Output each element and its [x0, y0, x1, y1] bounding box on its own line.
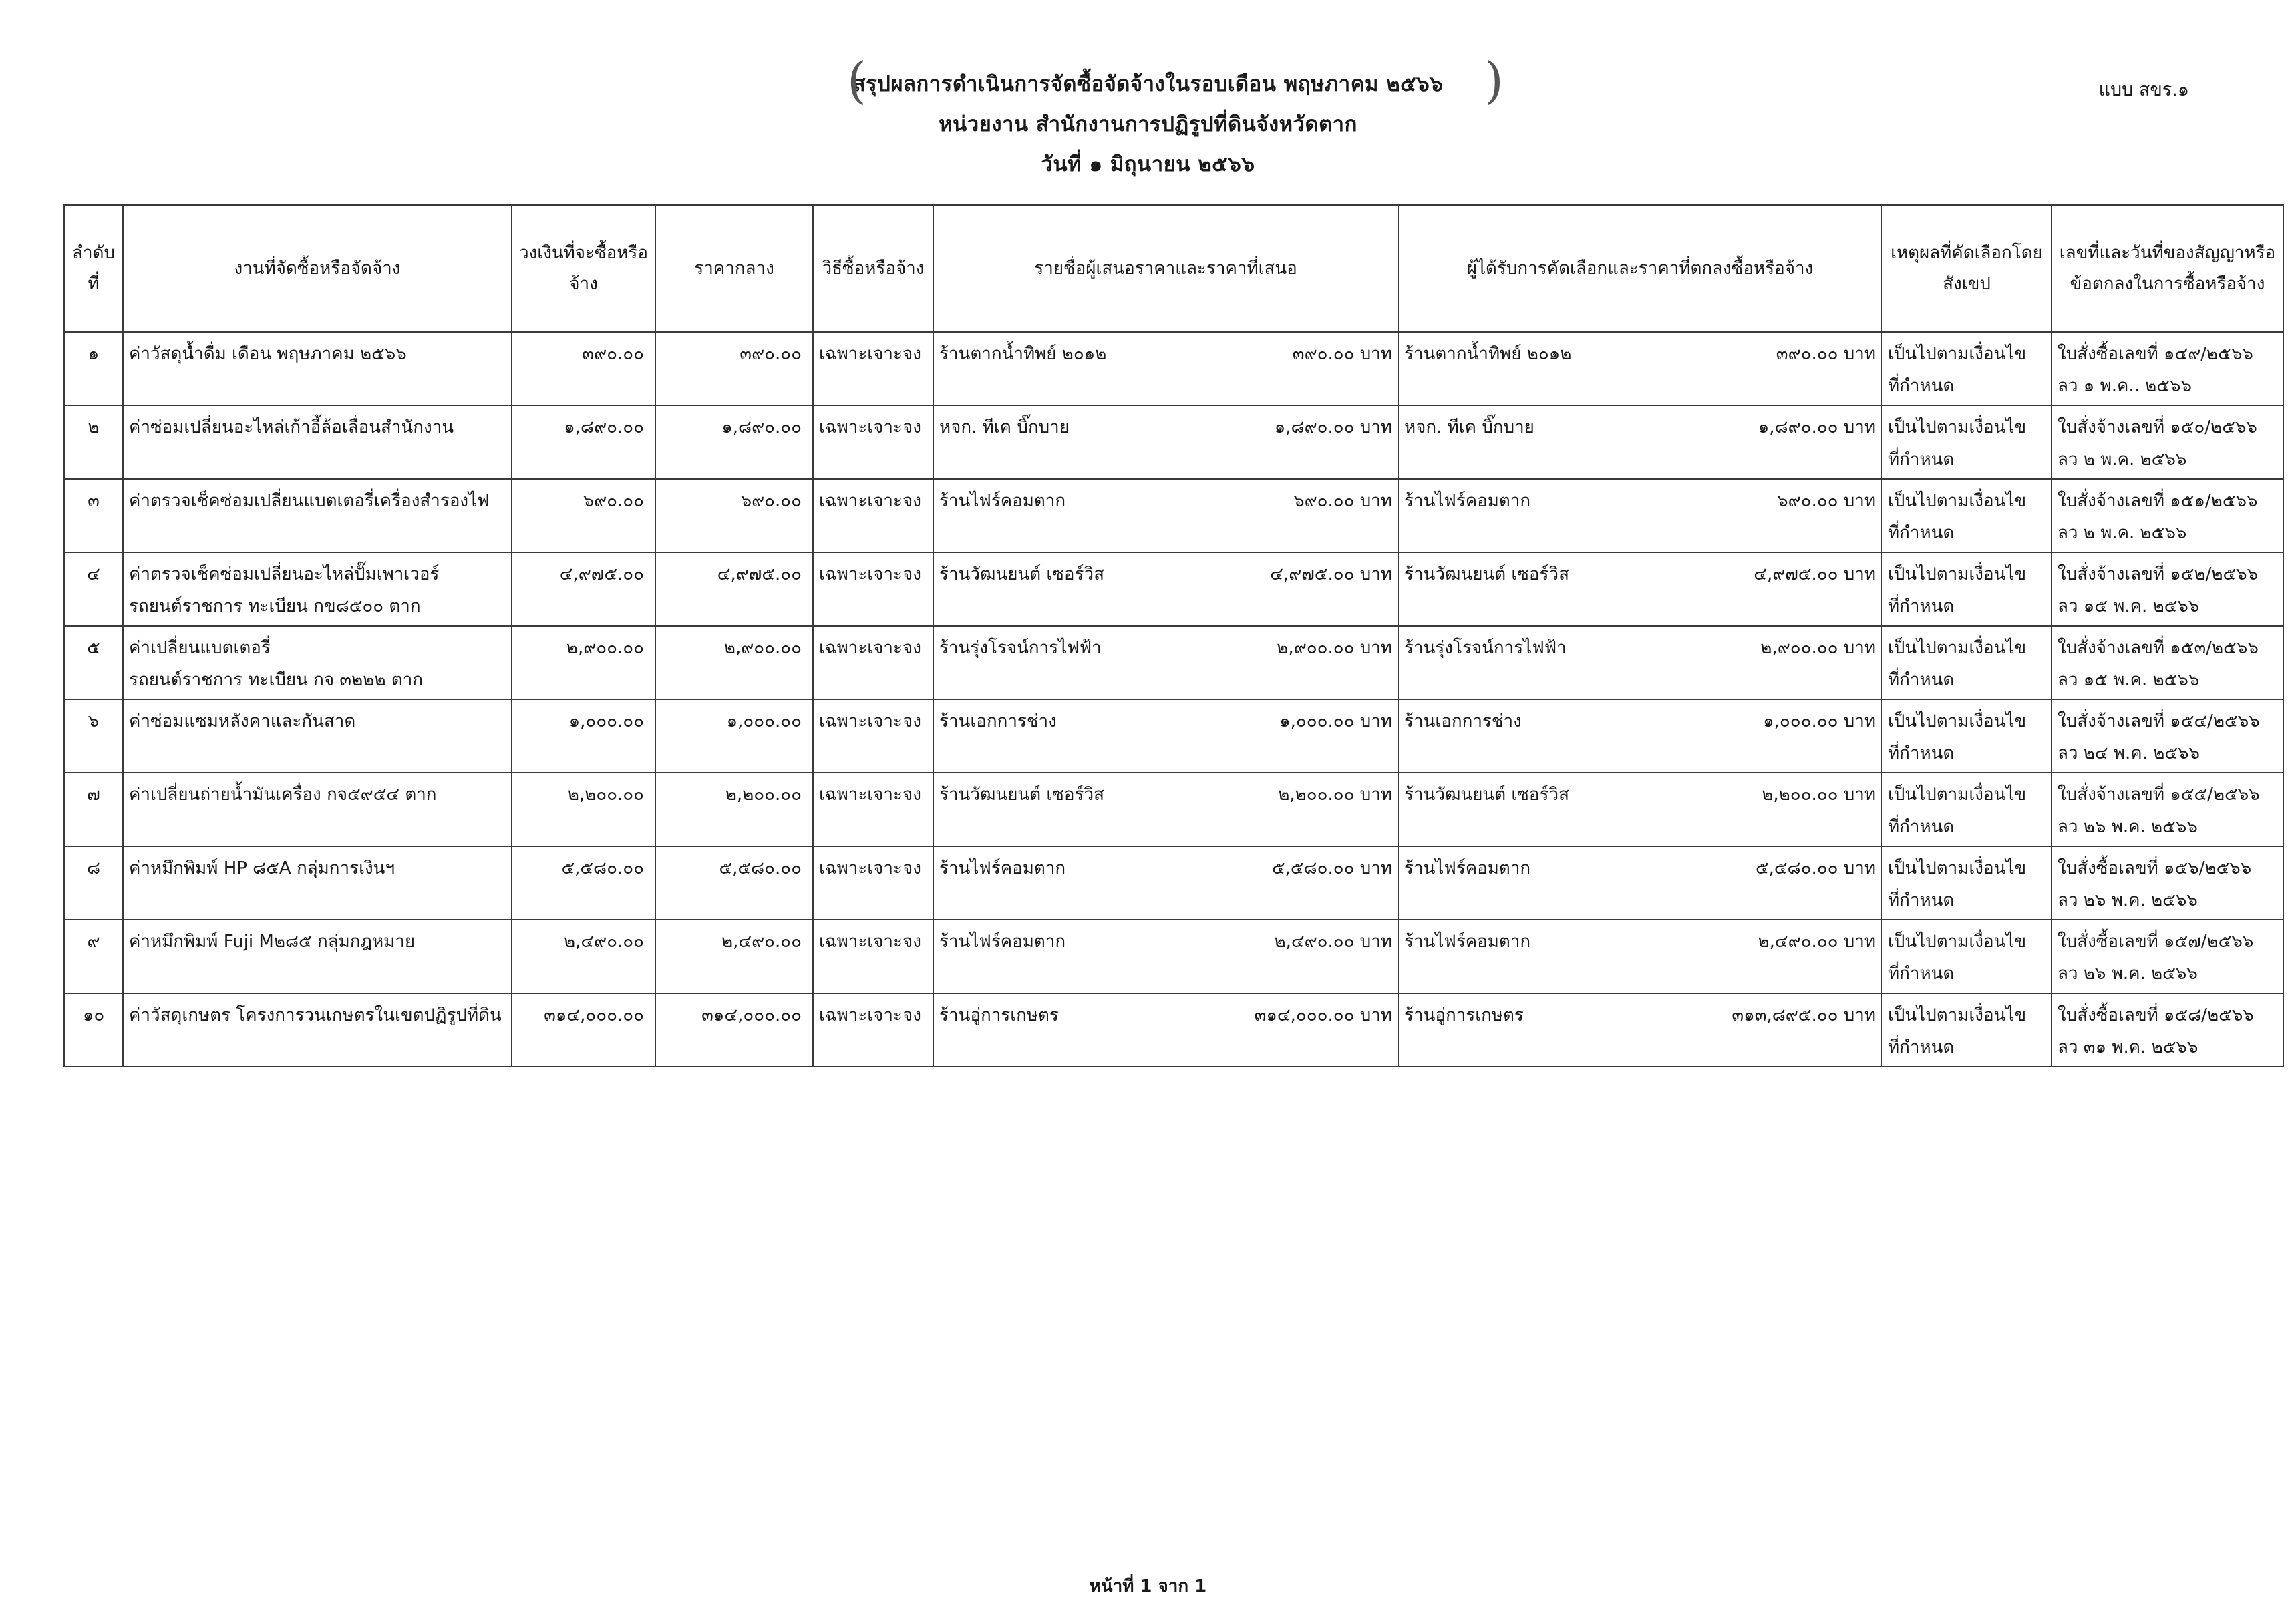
win-price: ๖๙๐.๐๐ บาท	[1777, 491, 1876, 511]
cell-winner	[1398, 552, 1882, 626]
contract-line-2: ลว ๒ พ.ค. ๒๕๖๖	[2058, 450, 2187, 470]
cell-budget: ๑,๘๙๐.๐๐	[512, 405, 655, 479]
col-header-bidders: รายชื่อผู้เสนอราคาและราคาที่เสนอ	[933, 205, 1398, 332]
cell-bidder	[933, 846, 1398, 920]
bid-price: ๔,๙๗๕.๐๐ บาท	[1270, 564, 1392, 584]
reason-line-1: เป็นไปตามเงื่อนไข	[1888, 785, 2027, 805]
cell-bidder	[933, 699, 1398, 773]
cell-no: ๘	[64, 846, 123, 920]
cell-budget: ๖๙๐.๐๐	[512, 479, 655, 552]
cell-contract	[2052, 920, 2283, 993]
bracket-mark-left: (	[847, 52, 866, 110]
table-row	[64, 405, 2283, 479]
cell-contract	[2052, 699, 2283, 773]
table-row	[64, 920, 2283, 993]
contract-line-1: ใบสั่งจ้างเลขที่ ๑๕๔/๒๕๖๖	[2058, 711, 2260, 731]
reason-line-1: เป็นไปตามเงื่อนไข	[1888, 858, 2027, 878]
cell-no: ๙	[64, 920, 123, 993]
cell-budget: ๒,๙๐๐.๐๐	[512, 626, 655, 699]
cell-budget: ๕,๕๘๐.๐๐	[512, 846, 655, 920]
cell-winner	[1398, 846, 1882, 920]
reason-line-1: เป็นไปตามเงื่อนไข	[1888, 564, 2027, 584]
cell-no: ๑๐	[64, 993, 123, 1067]
work-line-1: ค่าซ่อมแซมหลังคาและกันสาด	[129, 711, 356, 731]
cell-winner	[1398, 993, 1882, 1067]
cell-reason	[1882, 626, 2052, 699]
table-row	[64, 773, 2283, 846]
work-line-2: รถยนต์ราชการ ทะเบียน กข๘๕๐๐ ตาก	[129, 596, 421, 616]
contract-line-2: ลว ๒๖ พ.ค. ๒๕๖๖	[2058, 964, 2198, 984]
cell-reason	[1882, 773, 2052, 846]
contract-line-2: ลว ๒๖ พ.ค. ๒๕๖๖	[2058, 890, 2198, 910]
document-date: วันที่ ๑ มิถุนายน ๒๕๖๖	[1041, 152, 1255, 176]
cell-median-price: ๑,๘๙๐.๐๐	[655, 405, 813, 479]
cell-reason	[1882, 479, 2052, 552]
col-header-reason: เหตุผลที่คัดเลือกโดยสังเขป	[1882, 205, 2052, 332]
table-header-row	[64, 205, 2283, 332]
cell-method: เฉพาะเจาะจง	[813, 479, 933, 552]
col-header-median-price: ราคากลาง	[655, 205, 813, 332]
cell-reason	[1882, 846, 2052, 920]
win-price: ๒,๙๐๐.๐๐ บาท	[1760, 638, 1876, 658]
contract-line-1: ใบสั่งซื้อเลขที่ ๑๕๘/๒๕๖๖	[2058, 1005, 2254, 1025]
reason-line-1: เป็นไปตามเงื่อนไข	[1888, 491, 2027, 511]
work-line-1: ค่าซ่อมเปลี่ยนอะไหล่เก้าอี้ล้อเลื่อนสำนักงาน	[129, 417, 454, 437]
work-line-1: ค่าหมึกพิมพ์ HP ๘๕A กลุ่มการเงินฯ	[129, 858, 395, 878]
contract-line-2: ลว ๑๕ พ.ค. ๒๕๖๖	[2058, 670, 2200, 690]
cell-winner	[1398, 626, 1882, 699]
page-number: หน้าที่ 1 จาก 1	[1089, 1576, 1207, 1596]
winner-name: ร้านวัฒนยนต์ เซอร์วิส	[1404, 564, 1569, 584]
contract-line-2: ลว ๒๖ พ.ค. ๒๕๖๖	[2058, 817, 2198, 837]
cell-work	[123, 332, 512, 405]
agency-name: หน่วยงาน สำนักงานการปฏิรูปที่ดินจังหวัดตาก	[939, 112, 1357, 136]
winner-name: ร้านวัฒนยนต์ เซอร์วิส	[1404, 785, 1569, 805]
cell-reason	[1882, 699, 2052, 773]
cell-winner	[1398, 920, 1882, 993]
cell-median-price: ๕,๕๘๐.๐๐	[655, 846, 813, 920]
contract-line-1: ใบสั่งจ้างเลขที่ ๑๕๓/๒๕๖๖	[2058, 638, 2259, 658]
bidder-name: ร้านรุ่งโรจน์การไฟฟ้า	[939, 638, 1102, 658]
form-code: แบบ สขร.๑	[2098, 79, 2189, 100]
bid-price: ๓๙๐.๐๐ บาท	[1292, 344, 1392, 364]
reason-line-2: ที่กำหนด	[1888, 376, 1955, 396]
table-row	[64, 993, 2283, 1067]
bid-price: ๕,๕๘๐.๐๐ บาท	[1271, 858, 1392, 878]
cell-median-price: ๒,๒๐๐.๐๐	[655, 773, 813, 846]
reason-line-1: เป็นไปตามเงื่อนไข	[1888, 711, 2027, 731]
cell-median-price: ๓๙๐.๐๐	[655, 332, 813, 405]
col-header-contract: เลขที่และวันที่ของสัญญาหรือข้อตกลงในการซื้อหรือจ้าง	[2052, 205, 2283, 332]
bid-price: ๒,๒๐๐.๐๐ บาท	[1278, 785, 1392, 805]
cell-bidder	[933, 552, 1398, 626]
table-row	[64, 846, 2283, 920]
bid-price: ๖๙๐.๐๐ บาท	[1293, 491, 1392, 511]
bidder-name: หจก. ทีเค บิ๊กบาย	[939, 417, 1070, 437]
cell-winner	[1398, 479, 1882, 552]
cell-method: เฉพาะเจาะจง	[813, 920, 933, 993]
cell-budget: ๔,๙๗๕.๐๐	[512, 552, 655, 626]
contract-line-1: ใบสั่งจ้างเลขที่ ๑๕๒/๒๕๖๖	[2058, 564, 2259, 584]
cell-reason	[1882, 405, 2052, 479]
bid-price: ๒,๙๐๐.๐๐ บาท	[1277, 638, 1392, 658]
reason-line-1: เป็นไปตามเงื่อนไข	[1888, 932, 2027, 952]
cell-method: เฉพาะเจาะจง	[813, 405, 933, 479]
work-line-2: รถยนต์ราชการ ทะเบียน กจ ๓๒๒๒ ตาก	[129, 670, 424, 690]
contract-line-1: ใบสั่งซื้อเลขที่ ๑๕๖/๒๕๖๖	[2058, 858, 2252, 878]
work-line-1: ค่าตรวจเช็คซ่อมเปลี่ยนอะไหล่ปั๊มเพาเวอร์	[129, 564, 440, 584]
cell-contract	[2052, 846, 2283, 920]
cell-winner	[1398, 332, 1882, 405]
cell-contract	[2052, 626, 2283, 699]
cell-budget: ๓๙๐.๐๐	[512, 332, 655, 405]
cell-median-price: ๑,๐๐๐.๐๐	[655, 699, 813, 773]
bid-price: ๓๑๔,๐๐๐.๐๐ บาท	[1254, 1005, 1392, 1025]
cell-bidder	[933, 920, 1398, 993]
cell-work	[123, 699, 512, 773]
bid-price: ๒,๔๙๐.๐๐ บาท	[1274, 932, 1392, 952]
win-price: ๒,๔๙๐.๐๐ บาท	[1758, 932, 1876, 952]
winner-name: ร้านเอกการช่าง	[1404, 711, 1522, 731]
work-line-1: ค่าวัสดุเกษตร โครงการวนเกษตรในเขตปฏิรูปที่ดิน	[129, 1005, 502, 1025]
bidder-name: ร้านไฟร์คอมตาก	[939, 491, 1066, 511]
cell-contract	[2052, 479, 2283, 552]
contract-line-2: ลว ๒๔ พ.ค. ๒๕๖๖	[2058, 743, 2200, 763]
reason-line-2: ที่กำหนด	[1888, 523, 1955, 543]
reason-line-2: ที่กำหนด	[1888, 964, 1955, 984]
reason-line-2: ที่กำหนด	[1888, 596, 1955, 616]
bid-price: ๑,๘๙๐.๐๐ บาท	[1274, 417, 1392, 437]
cell-budget: ๓๑๔,๐๐๐.๐๐	[512, 993, 655, 1067]
cell-no: ๔	[64, 552, 123, 626]
cell-winner	[1398, 699, 1882, 773]
reason-line-1: เป็นไปตามเงื่อนไข	[1888, 417, 2027, 437]
winner-name: ร้านไฟร์คอมตาก	[1404, 858, 1531, 878]
cell-reason	[1882, 993, 2052, 1067]
contract-line-2: ลว ๑ พ.ค.. ๒๕๖๖	[2058, 376, 2192, 396]
cell-method: เฉพาะเจาะจง	[813, 993, 933, 1067]
cell-method: เฉพาะเจาะจง	[813, 552, 933, 626]
procurement-table	[63, 204, 2284, 1067]
col-header-budget: วงเงินที่จะซื้อหรือจ้าง	[512, 205, 655, 332]
cell-median-price: ๒,๔๙๐.๐๐	[655, 920, 813, 993]
win-price: ๒,๒๐๐.๐๐ บาท	[1762, 785, 1876, 805]
cell-method: เฉพาะเจาะจง	[813, 626, 933, 699]
reason-line-2: ที่กำหนด	[1888, 450, 1955, 470]
bidder-name: ร้านตากน้ำทิพย์ ๒๐๑๒	[939, 344, 1107, 364]
bidder-name: ร้านไฟร์คอมตาก	[939, 858, 1066, 878]
work-line-1: ค่าหมึกพิมพ์ Fuji M๒๘๕ กลุ่มกฎหมาย	[129, 932, 416, 952]
contract-line-2: ลว ๒ พ.ค. ๒๕๖๖	[2058, 523, 2187, 543]
cell-method: เฉพาะเจาะจง	[813, 846, 933, 920]
work-line-1: ค่าเปลี่ยนแบตเตอรี่	[129, 638, 271, 658]
cell-contract	[2052, 552, 2283, 626]
cell-bidder	[933, 479, 1398, 552]
win-price: ๓๙๐.๐๐ บาท	[1776, 344, 1876, 364]
bidder-name: ร้านอู่การเกษตร	[939, 1005, 1059, 1025]
table-row	[64, 332, 2283, 405]
bidder-name: ร้านวัฒนยนต์ เซอร์วิส	[939, 564, 1104, 584]
winner-name: ร้านไฟร์คอมตาก	[1404, 932, 1531, 952]
contract-line-1: ใบสั่งจ้างเลขที่ ๑๕๕/๒๕๖๖	[2058, 785, 2260, 805]
reason-line-2: ที่กำหนด	[1888, 817, 1955, 837]
cell-bidder	[933, 773, 1398, 846]
reason-line-1: เป็นไปตามเงื่อนไข	[1888, 638, 2027, 658]
winner-name: หจก. ทีเค บิ๊กบาย	[1404, 417, 1534, 437]
reason-line-2: ที่กำหนด	[1888, 743, 1955, 763]
col-header-work: งานที่จัดซื้อหรือจัดจ้าง	[123, 205, 512, 332]
cell-median-price: ๒,๙๐๐.๐๐	[655, 626, 813, 699]
table-row	[64, 699, 2283, 773]
cell-no: ๒	[64, 405, 123, 479]
cell-reason	[1882, 552, 2052, 626]
cell-method: เฉพาะเจาะจง	[813, 332, 933, 405]
bracket-mark-right: )	[1484, 52, 1504, 110]
cell-winner	[1398, 773, 1882, 846]
cell-no: ๖	[64, 699, 123, 773]
cell-contract	[2052, 773, 2283, 846]
cell-median-price: ๓๑๔,๐๐๐.๐๐	[655, 993, 813, 1067]
reason-line-1: เป็นไปตามเงื่อนไข	[1888, 344, 2027, 364]
work-line-1: ค่าวัสดุน้ำดื่ม เดือน พฤษภาคม ๒๕๖๖	[129, 344, 407, 364]
cell-bidder	[933, 332, 1398, 405]
cell-bidder	[933, 405, 1398, 479]
cell-no: ๕	[64, 626, 123, 699]
table-row	[64, 626, 2283, 699]
cell-no: ๓	[64, 479, 123, 552]
cell-work	[123, 405, 512, 479]
reason-line-2: ที่กำหนด	[1888, 670, 1955, 690]
win-price: ๓๑๓,๘๙๕.๐๐ บาท	[1732, 1005, 1876, 1025]
cell-budget: ๑,๐๐๐.๐๐	[512, 699, 655, 773]
winner-name: ร้านตากน้ำทิพย์ ๒๐๑๒	[1404, 344, 1572, 364]
cell-work	[123, 552, 512, 626]
cell-contract	[2052, 332, 2283, 405]
cell-no: ๑	[64, 332, 123, 405]
col-header-no: ลำดับที่	[64, 205, 123, 332]
reason-line-2: ที่กำหนด	[1888, 1037, 1955, 1057]
work-line-1: ค่าตรวจเช็คซ่อมเปลี่ยนแบตเตอรี่เครื่องสำรองไฟ	[129, 491, 490, 511]
cell-work	[123, 773, 512, 846]
reason-line-1: เป็นไปตามเงื่อนไข	[1888, 1005, 2027, 1025]
win-price: ๑,๘๙๐.๐๐ บาท	[1758, 417, 1876, 437]
contract-line-2: ลว ๑๕ พ.ค. ๒๕๖๖	[2058, 596, 2200, 616]
cell-winner	[1398, 405, 1882, 479]
cell-work	[123, 846, 512, 920]
cell-contract	[2052, 993, 2283, 1067]
contract-line-1: ใบสั่งจ้างเลขที่ ๑๕๑/๒๕๖๖	[2058, 491, 2258, 511]
cell-reason	[1882, 920, 2052, 993]
table-row	[64, 479, 2283, 552]
document-title-block	[0, 64, 2296, 184]
bidder-name: ร้านวัฒนยนต์ เซอร์วิส	[939, 785, 1104, 805]
table-row	[64, 552, 2283, 626]
cell-work	[123, 920, 512, 993]
win-price: ๕,๕๘๐.๐๐ บาท	[1755, 858, 1876, 878]
cell-bidder	[933, 626, 1398, 699]
winner-name: ร้านไฟร์คอมตาก	[1404, 491, 1531, 511]
bidder-name: ร้านเอกการช่าง	[939, 711, 1057, 731]
col-header-winner: ผู้ได้รับการคัดเลือกและราคาที่ตกลงซื้อหรือจ้าง	[1398, 205, 1882, 332]
contract-line-1: ใบสั่งซื้อเลขที่ ๑๔๙/๒๕๖๖	[2058, 344, 2253, 364]
win-price: ๑,๐๐๐.๐๐ บาท	[1763, 711, 1876, 731]
cell-method: เฉพาะเจาะจง	[813, 773, 933, 846]
cell-bidder	[933, 993, 1398, 1067]
contract-line-1: ใบสั่งซื้อเลขที่ ๑๕๗/๒๕๖๖	[2058, 932, 2254, 952]
work-line-1: ค่าเปลี่ยนถ่ายน้ำมันเครื่อง กจ๕๙๕๔ ตาก	[129, 785, 437, 805]
col-header-method: วิธีซื้อหรือจ้าง	[813, 205, 933, 332]
winner-name: ร้านรุ่งโรจน์การไฟฟ้า	[1404, 638, 1567, 658]
cell-method: เฉพาะเจาะจง	[813, 699, 933, 773]
bidder-name: ร้านไฟร์คอมตาก	[939, 932, 1066, 952]
cell-work	[123, 993, 512, 1067]
cell-median-price: ๖๙๐.๐๐	[655, 479, 813, 552]
cell-work	[123, 479, 512, 552]
bid-price: ๑,๐๐๐.๐๐ บาท	[1279, 711, 1392, 731]
cell-contract	[2052, 405, 2283, 479]
contract-line-2: ลว ๓๑ พ.ค. ๒๕๖๖	[2058, 1037, 2198, 1057]
cell-no: ๗	[64, 773, 123, 846]
cell-budget: ๒,๔๙๐.๐๐	[512, 920, 655, 993]
cell-work	[123, 626, 512, 699]
document-title: สรุปผลการดำเนินการจัดซื้อจัดจ้างในรอบเดือน พฤษภาคม ๒๕๖๖	[852, 72, 1444, 96]
reason-line-2: ที่กำหนด	[1888, 890, 1955, 910]
cell-median-price: ๔,๙๗๕.๐๐	[655, 552, 813, 626]
winner-name: ร้านอู่การเกษตร	[1404, 1005, 1524, 1025]
cell-budget: ๒,๒๐๐.๐๐	[512, 773, 655, 846]
cell-reason	[1882, 332, 2052, 405]
contract-line-1: ใบสั่งจ้างเลขที่ ๑๕๐/๒๕๖๖	[2058, 417, 2257, 437]
win-price: ๔,๙๗๕.๐๐ บาท	[1754, 564, 1876, 584]
